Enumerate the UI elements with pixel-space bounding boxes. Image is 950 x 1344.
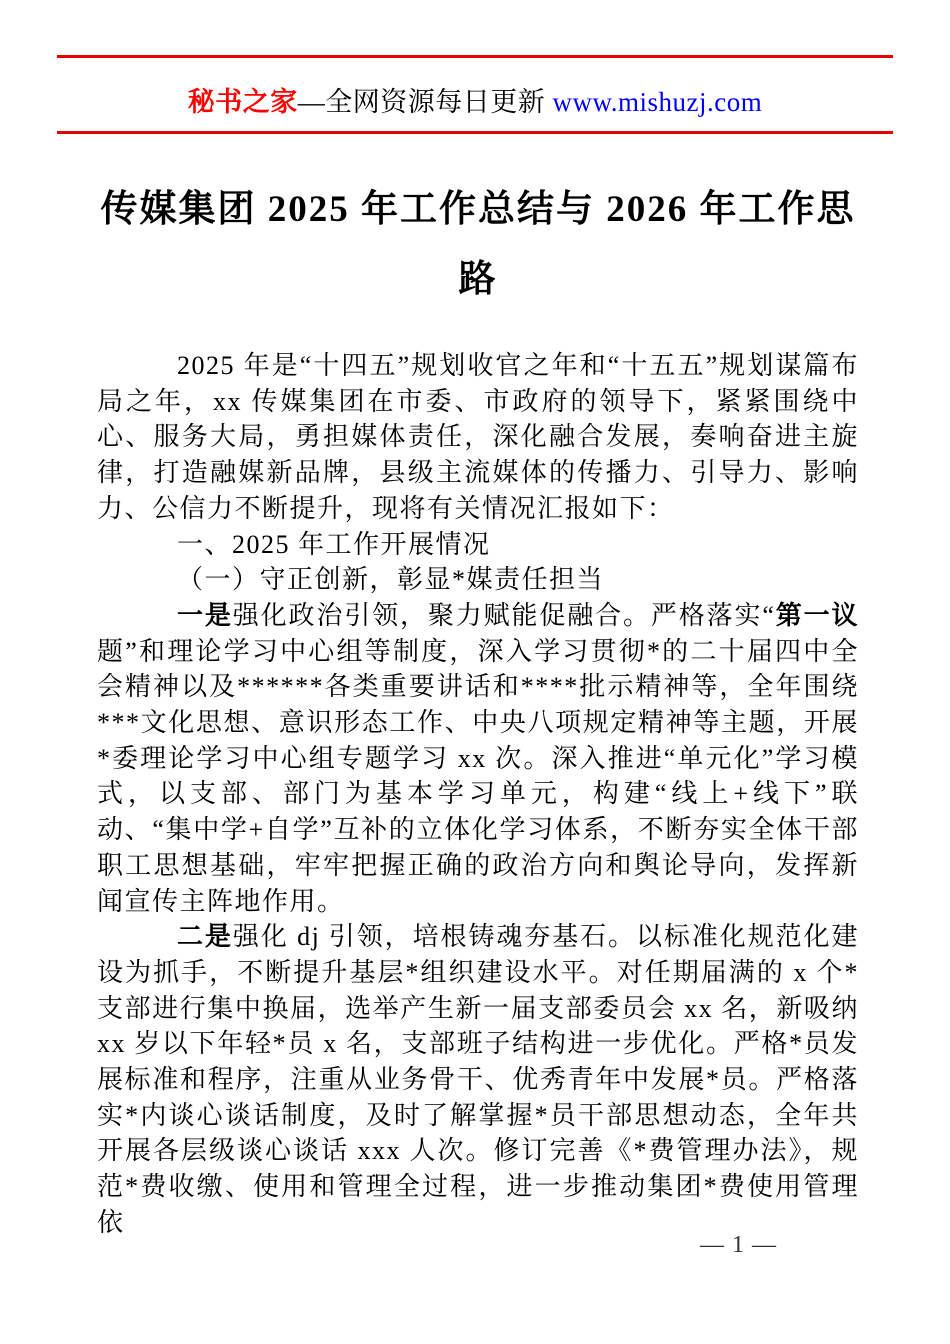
section-heading-1 [97, 527, 859, 563]
paragraph-point-two [97, 919, 859, 1240]
title-line-2: 路 [458, 259, 498, 300]
point-one-leadin: 一是 [177, 600, 233, 630]
point-two-text: 强化 dj 引领，培根铸魂夯基石。以标准化规范化建设为抓手，不断提升基层*组织建设水平。对任期届满的 x 个*支部进行集中换届，选举产生新一届支部委员会 xx 名，新吸纳 xx 岁以下年轻*员 x 名，支部班子结构进一步优化。严格*员发展标准和程序，注重从业务骨干、优秀青年中发展*员。严格落实*内谈心谈话制度，及时了解掌握*员干部思想动态，全年共开展各层级谈心谈话 xxx 人次。修订完善《*费管理办法》，规范*费收缴、使用和管理全过程，进一步推动集团*费使用管理依 [97, 922, 859, 1237]
page-number: — 1 — [700, 1232, 777, 1258]
document-title [97, 175, 859, 315]
site-tagline: —全网资源每日更新 [297, 87, 553, 117]
site-url: www.mishuzj.com [552, 87, 763, 117]
point-one-bold-term: 第一议 [775, 600, 859, 630]
title-line-1: 传媒集团 2025 年工作总结与 2026 年工作思 [100, 189, 856, 230]
header-rule-top [57, 55, 893, 58]
paragraph-point-one [97, 598, 859, 919]
section-heading-1-text: 一、2025 年工作开展情况 [177, 529, 491, 559]
point-one-text-b: 题”和理论学习中心组等制度，深入学习贯彻*的二十届四中全会精神以及******各类重要讲话和****批示精神等，全年围绕***文化思想、意识形态工作、中央八项规定精神等主题，开展*委理论学习中心组专题学习 xx 次。深入推进“单元化”学习模式，以支部、部门为基本学习单元，构建“线上+线下”联动、“集中学+自学”互补的立体化学习体系，不断夯实全体干部职工思想基础，牢牢把握正确的政治方向和舆论导向，发挥新闻宣传主阵地作用。 [97, 636, 859, 916]
subsection-heading-1 [97, 562, 859, 598]
site-header [0, 86, 950, 118]
intro-paragraph-text: 2025 年是“十四五”规划收官之年和“十五五”规划谋篇布局之年，xx 传媒集团在市委、市政府的领导下，紧紧围绕中心、服务大局，勇担媒体责任，深化融合发展，奏响奋进主旋律，打造融媒新品牌，县级主流媒体的传播力、引导力、影响力、公信力不断提升，现将有关情况汇报如下： [97, 351, 859, 523]
subsection-heading-1-text: （一）守正创新，彰显*媒责任担当 [177, 565, 605, 595]
header-rule-bottom [57, 131, 893, 134]
intro-paragraph [97, 348, 859, 527]
point-two-leadin: 二是 [177, 922, 233, 952]
point-one-text-a: 强化政治引领，聚力赋能促融合。严格落实“ [232, 600, 776, 630]
document-body [97, 348, 859, 1241]
site-name: 秘书之家 [187, 87, 298, 117]
